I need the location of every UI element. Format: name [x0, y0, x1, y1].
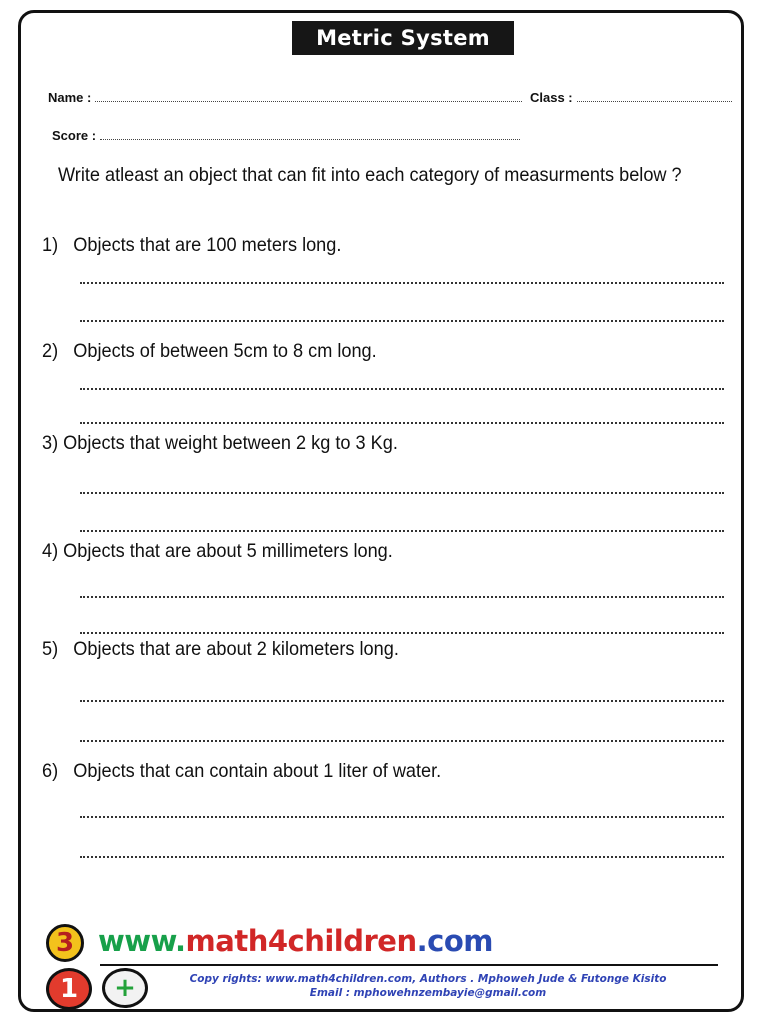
site-logo — [98, 924, 493, 958]
copyright-text: Copy rights: www.math4children.com, Authors . Mphoweh Jude & Futonge Kisito — [189, 973, 667, 985]
answer-line[interactable] — [80, 816, 724, 818]
question-text: Objects that can contain about 1 liter of water. — [73, 760, 442, 782]
question-text: Objects that weight between 2 kg to 3 Kg. — [63, 432, 398, 454]
question-text: Objects of between 5cm to 8 cm long. — [73, 340, 377, 362]
answer-line[interactable] — [80, 530, 724, 532]
logo-plus-badge: + — [102, 968, 148, 1008]
worksheet-title: Metric System — [292, 21, 514, 55]
class-label: Class : — [530, 90, 573, 105]
answer-line[interactable] — [80, 632, 724, 634]
answer-line[interactable] — [80, 596, 724, 598]
answer-line[interactable] — [80, 856, 724, 858]
question-text: Objects that are about 5 millimeters long. — [63, 540, 393, 562]
worksheet-border — [18, 10, 744, 1012]
question-number: 3) — [42, 432, 59, 454]
site-www: www. — [98, 924, 186, 958]
name-line[interactable] — [95, 100, 522, 102]
answer-line[interactable] — [80, 422, 724, 424]
answer-line[interactable] — [80, 740, 724, 742]
answer-line[interactable] — [80, 700, 724, 702]
question-6 — [42, 760, 441, 783]
name-label: Name : — [48, 90, 92, 105]
question-text: Objects that are 100 meters long. — [73, 234, 342, 256]
score-label: Score : — [52, 128, 97, 143]
email-text: Email : mphowehnzembayie@gmail.com — [309, 987, 547, 999]
score-field[interactable] — [52, 128, 520, 143]
question-text: Objects that are about 2 kilometers long. — [73, 638, 399, 660]
answer-line[interactable] — [80, 388, 724, 390]
footer-divider — [100, 964, 718, 966]
name-field[interactable] — [48, 90, 522, 105]
answer-line[interactable] — [80, 282, 724, 284]
copyright-block — [168, 972, 688, 1000]
site-com: .com — [416, 924, 493, 958]
question-2 — [42, 340, 377, 363]
question-1 — [42, 234, 341, 257]
class-line[interactable] — [577, 100, 732, 102]
question-number: 4) — [42, 540, 59, 562]
answer-line[interactable] — [80, 320, 724, 322]
question-5 — [42, 638, 399, 661]
class-field[interactable] — [530, 90, 732, 105]
site-main: math4children — [185, 924, 417, 958]
logo-one-badge: 1 — [46, 968, 92, 1010]
instruction-text: Write atleast an object that can fit into each category of measurments below ? — [58, 164, 682, 186]
question-3 — [42, 432, 398, 455]
question-number: 2) — [42, 340, 59, 362]
question-number: 5) — [42, 638, 59, 660]
question-number: 1) — [42, 234, 59, 256]
question-4 — [42, 540, 393, 563]
logo-three-badge: 3 — [46, 924, 84, 962]
question-number: 6) — [42, 760, 59, 782]
answer-line[interactable] — [80, 492, 724, 494]
score-line[interactable] — [100, 138, 520, 140]
